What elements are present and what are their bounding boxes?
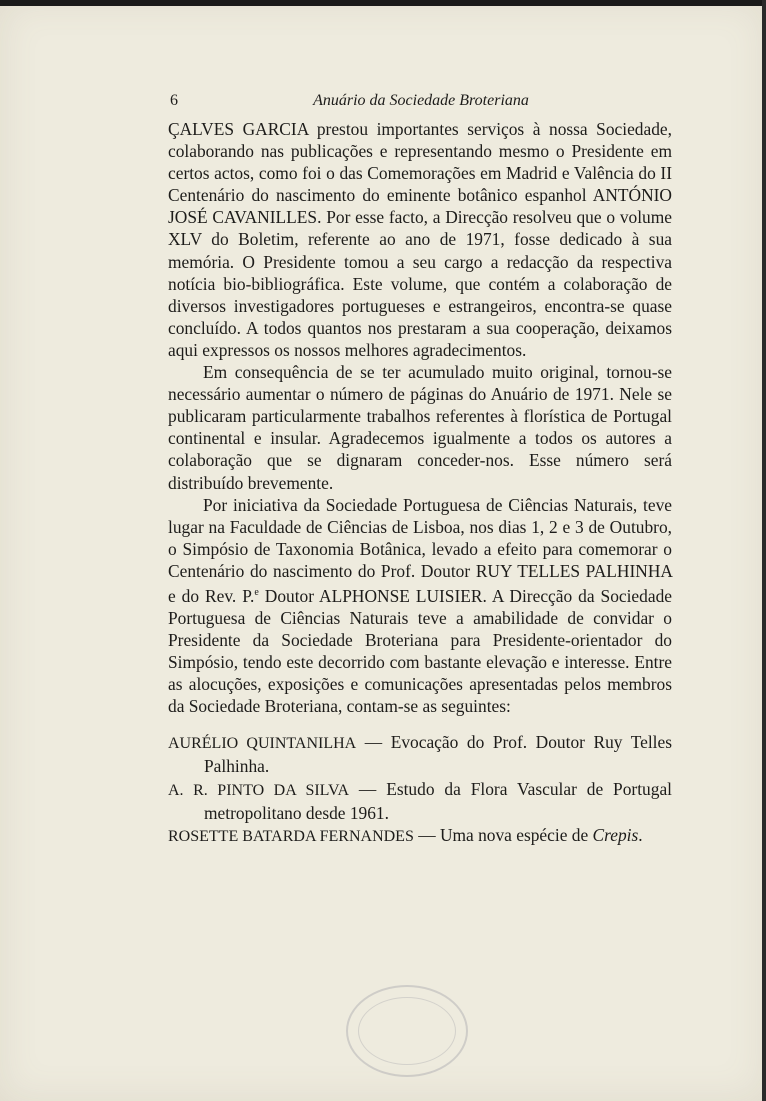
paragraph-3 [168,494,672,718]
person-name: GARCIA [242,119,309,139]
text-run: ÇALVES [168,119,235,139]
list-item [168,824,672,848]
page-number: 6 [170,92,178,109]
text-run: Doutor [258,585,320,606]
text-run: Por iniciativa da Sociedade Portuguesa de Ciências Naturais, teve lugar na Faculdade de Ciências de Lisboa, nos dias 1, 2 e 3 de Outubro, o Simpósio de Taxonomia Botânica, levado a efeito para comemorar o Centenário do nascimento do Prof. Doutor [168,494,672,581]
library-stamp [346,985,468,1077]
text-run: e do Rev. P. [168,585,255,606]
body-text [168,118,672,848]
text-run: . Por esse facto, a Direcção resolveu que o volume XLV do Boletim, referente ao ano de 1971, fosse dedicado à sua memória. O Presidente tomou a seu cargo a redacção da respectiva notícia bio-bibliográfica. Este volume, que contém a colaboração de diversos investigadores portugueses e estrangeiros, encontra-se quase concluído. A todos quantos nos prestaram a sua cooperação, deixamos aqui expressos os nossos melhores agradecimentos. [168,207,672,360]
text-run: prestou importantes serviços à nossa Sociedade, colaborando nas publicações e representando mesmo o Presidente em certos actos, como foi o das Comemorações em Madrid e Valência do II Centenário do nascimento do eminente botânico espanhol [168,119,672,206]
paragraph-2: Em consequência de se ter acumulado muito original, tornou-se necessário aumentar o número de páginas do Anuário de 1971. Nele se publicaram particularmente trabalhos referentes à florística de Portugal continental e insular. Agradecemos igualmente a todos os autores a colaboração que se dignaram conceder-nos. Esse número será distribuído brevemente. [168,362,672,493]
item-title: — Estudo da Flora Vascular de Portugal metropolitano desde 1961. [204,778,672,823]
text-run: . A Direcção da Sociedade Portuguesa de Ciências Naturais teve a amabilidade de convidar o Presidente da Sociedade Broteriana para Presidente-orientador do Simpósio, tendo este decorrido com bastante elevação e interesse. Entre as alocuções, exposições e comunicações apresentadas pelos membros da Sociedade Broteriana, contam-se as seguintes: [168,585,672,717]
list-item [168,778,672,824]
list-item [168,731,672,777]
author-name: A. R. PINTO DA SILVA [168,781,350,799]
item-title: — Uma nova espécie de [413,824,593,845]
running-title: Anuário da Sociedade Broteriana [313,92,529,109]
person-name: RUY TELLES PALHINHA [475,560,672,581]
superscript: e [254,586,259,598]
page-header [170,90,672,112]
scan-right-edge [762,0,766,1101]
text-run: . [638,824,643,845]
person-name: ANTÓNIO JOSÉ CAVANILLES [168,185,672,228]
scan-top-edge [0,0,766,6]
item-title: — Evocação do Prof. Doutor Ruy Telles Palhinha. [204,732,672,777]
paragraph-1 [168,118,672,361]
author-name: ROSETTE BATARDA FERNANDES [168,827,414,845]
author-name: AURÉLIO QUINTANILHA [168,735,357,753]
person-name: ALPHONSE LUISIER [319,585,483,606]
communications-list [168,731,672,847]
taxon-name: Crepis [592,824,639,845]
